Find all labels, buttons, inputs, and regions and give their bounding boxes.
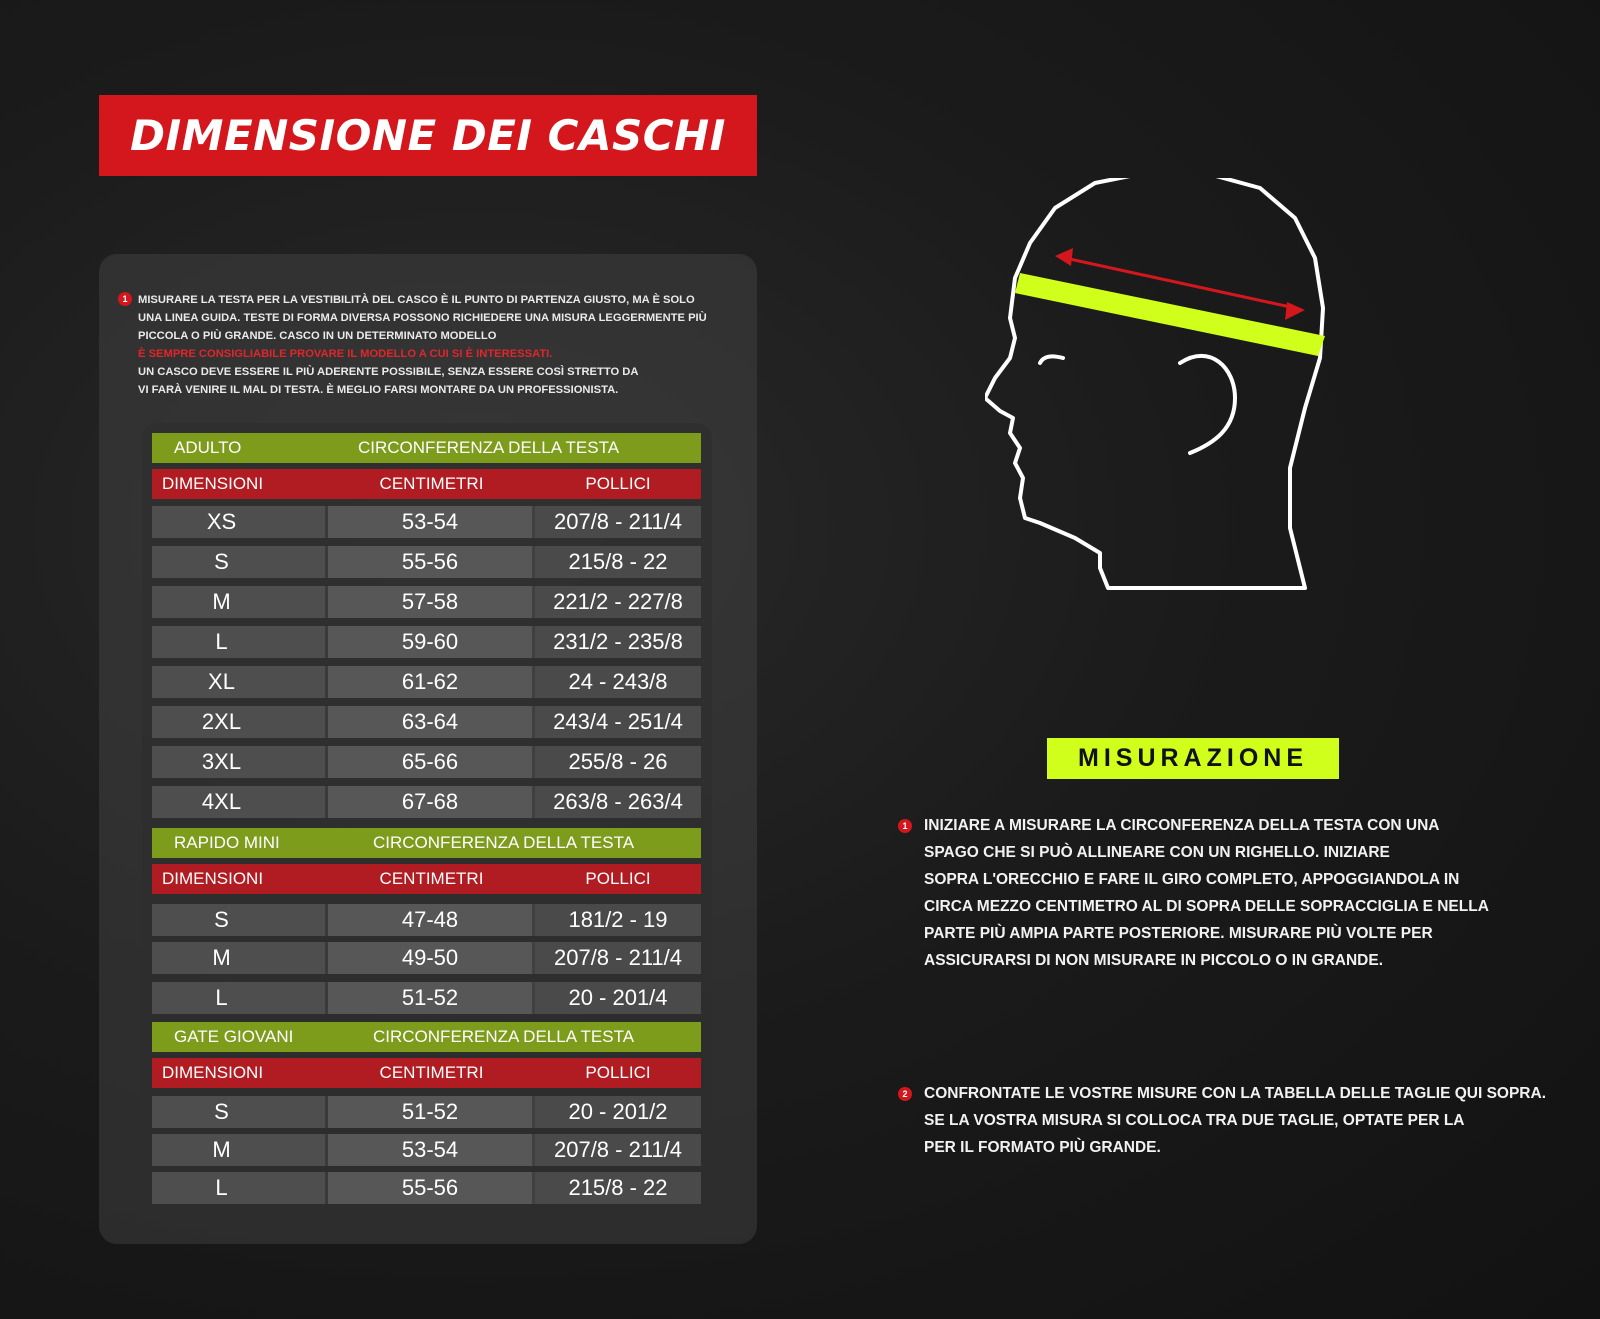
table-row (152, 706, 701, 738)
measurement-step-1 (898, 812, 1578, 974)
cm-cell: 47-48 (328, 904, 535, 936)
inch-cell: 24 - 243/8 (535, 666, 701, 698)
inch-cell: 20 - 201/4 (535, 982, 701, 1014)
step1-line-5: PARTE PIÙ AMPIA PARTE POSTERIORE. MISURARE PIÙ VOLTE PER (924, 925, 1433, 942)
inch-cell: 215/8 - 22 (535, 1172, 701, 1204)
table-row (152, 546, 701, 578)
size-cell: 4XL (152, 786, 328, 818)
size-cell: 2XL (152, 706, 328, 738)
table-row (152, 506, 701, 538)
col-cm-header: CENTIMETRI (379, 869, 484, 888)
cm-cell: 55-56 (328, 546, 535, 578)
note-line-1: 1 MISURARE LA TESTA PER LA VESTIBILITÀ DEL CASCO È IL PUNTO DI PARTENZA GIUSTO, MA È SOLO (118, 291, 738, 309)
size-cell: S (152, 1096, 328, 1128)
inch-cell: 231/2 - 235/8 (535, 626, 701, 658)
head-profile-icon (985, 178, 1345, 598)
group-header: CIRCONFERENZA DELLA TESTA (358, 438, 620, 457)
step2-number: 2 (898, 1087, 912, 1101)
step2-line-1: 2 CONFRONTATE LE VOSTRE MISURE CON LA TABELLA DELLE TAGLIE QUI SOPRA. (898, 1080, 1578, 1107)
inch-cell: 181/2 - 19 (535, 904, 701, 936)
cm-cell: 53-54 (328, 1134, 535, 1166)
size-cell: XL (152, 666, 328, 698)
note-line-2: UNA LINEA GUIDA. TESTE DI FORMA DIVERSA POSSONO RICHIEDERE UNA MISURA LEGGERMENTE PIÙ (138, 312, 707, 324)
inch-cell: 263/8 - 263/4 (535, 786, 701, 818)
cm-cell: 65-66 (328, 746, 535, 778)
cm-cell: 55-56 (328, 1172, 535, 1204)
table-row (152, 746, 701, 778)
note-line-6: VI FARÀ VENIRE IL MAL DI TESTA. È MEGLIO FARSI MONTARE DA UN PROFESSIONISTA. (138, 384, 619, 396)
size-cell: M (152, 1134, 328, 1166)
group-header: CIRCONFERENZA DELLA TESTA (373, 1027, 635, 1046)
cm-cell: 51-52 (328, 982, 535, 1014)
fit-note (118, 291, 738, 399)
measuring-arrow-icon (1055, 248, 1073, 266)
note-line-4: È SEMPRE CONSIGLIABILE PROVARE IL MODELLO A CUI SI È INTERESSATI. (138, 348, 553, 360)
measurement-badge: MISURAZIONE (1047, 738, 1339, 779)
col-in-header: POLLICI (585, 1063, 651, 1082)
step1-line-2: SPAGO CHE SI PUÒ ALLINEARE CON UN RIGHELLO. INIZIARE (924, 844, 1390, 861)
size-cell: 3XL (152, 746, 328, 778)
table-row (152, 666, 701, 698)
table-column-header (152, 864, 701, 894)
table-column-header (152, 1058, 701, 1088)
table-category-header (152, 1022, 701, 1052)
group-header: CIRCONFERENZA DELLA TESTA (373, 833, 635, 852)
category-label: GATE GIOVANI (174, 1027, 294, 1046)
step1-line-4: CIRCA MEZZO CENTIMETRO AL DI SOPRA DELLE SOPRACCIGLIA E NELLA (924, 898, 1489, 915)
size-cell: L (152, 982, 328, 1014)
step1-number: 1 (898, 819, 912, 833)
category-label: RAPIDO MINI (174, 833, 280, 852)
size-cell: S (152, 904, 328, 936)
table-row (152, 982, 701, 1014)
inch-cell: 215/8 - 22 (535, 546, 701, 578)
step2-line-2: SE LA VOSTRA MISURA SI COLLOCA TRA DUE TAGLIE, OPTATE PER LA (924, 1112, 1465, 1129)
table-row (152, 586, 701, 618)
table-column-header (152, 469, 701, 499)
cm-cell: 67-68 (328, 786, 535, 818)
cm-cell: 59-60 (328, 626, 535, 658)
table-row (152, 786, 701, 818)
title-banner (99, 95, 757, 176)
step1-line-3: SOPRA L'ORECCHIO E FARE IL GIRO COMPLETO, APPOGGIANDOLA IN (924, 871, 1460, 888)
note-number: 1 (118, 292, 132, 306)
size-cell: M (152, 942, 328, 974)
note-line-3: PICCOLA O PIÙ GRANDE. CASCO IN UN DETERMINATO MODELLO (138, 330, 497, 342)
step2-line-3: PER IL FORMATO PIÙ GRANDE. (924, 1139, 1161, 1156)
inch-cell: 243/4 - 251/4 (535, 706, 701, 738)
cm-cell: 61-62 (328, 666, 535, 698)
table-category-header (152, 828, 701, 858)
table-row (152, 626, 701, 658)
measurement-step-2 (898, 1080, 1578, 1161)
cm-cell: 51-52 (328, 1096, 535, 1128)
size-cell: XS (152, 506, 328, 538)
size-cell: S (152, 546, 328, 578)
step1-line-6: ASSICURARSI DI NON MISURARE IN PICCOLO O IN GRANDE. (924, 952, 1383, 969)
cm-cell: 57-58 (328, 586, 535, 618)
inch-cell: 207/8 - 211/4 (535, 506, 701, 538)
cm-cell: 53-54 (328, 506, 535, 538)
col-in-header: POLLICI (585, 474, 651, 493)
table-row (152, 1096, 701, 1128)
inch-cell: 207/8 - 211/4 (535, 1134, 701, 1166)
inch-cell: 221/2 - 227/8 (535, 586, 701, 618)
size-cell: M (152, 586, 328, 618)
inch-cell: 255/8 - 26 (535, 746, 701, 778)
step1-line-1: 1 INIZIARE A MISURARE LA CIRCONFERENZA DELLA TESTA CON UNA (898, 812, 1578, 839)
size-cell: L (152, 1172, 328, 1204)
cm-cell: 63-64 (328, 706, 535, 738)
col-cm-header: CENTIMETRI (379, 474, 484, 493)
category-label: ADULTO (174, 438, 242, 457)
inch-cell: 207/8 - 211/4 (535, 942, 701, 974)
cm-cell: 49-50 (328, 942, 535, 974)
col-size-header: DIMENSIONI (162, 1063, 264, 1082)
table-row (152, 1172, 701, 1204)
col-cm-header: CENTIMETRI (379, 1063, 484, 1082)
table-row (152, 942, 701, 974)
col-size-header: DIMENSIONI (162, 869, 264, 888)
table-row (152, 904, 701, 936)
page-title: DIMENSIONE DEI CASCHI (130, 111, 726, 160)
col-in-header: POLLICI (585, 869, 651, 888)
size-cell: L (152, 626, 328, 658)
table-category-header (152, 433, 701, 463)
note-line-5: UN CASCO DEVE ESSERE IL PIÙ ADERENTE POSSIBILE, SENZA ESSERE COSÌ STRETTO DA (138, 366, 639, 378)
table-row (152, 1134, 701, 1166)
inch-cell: 20 - 201/2 (535, 1096, 701, 1128)
col-size-header: DIMENSIONI (162, 474, 264, 493)
